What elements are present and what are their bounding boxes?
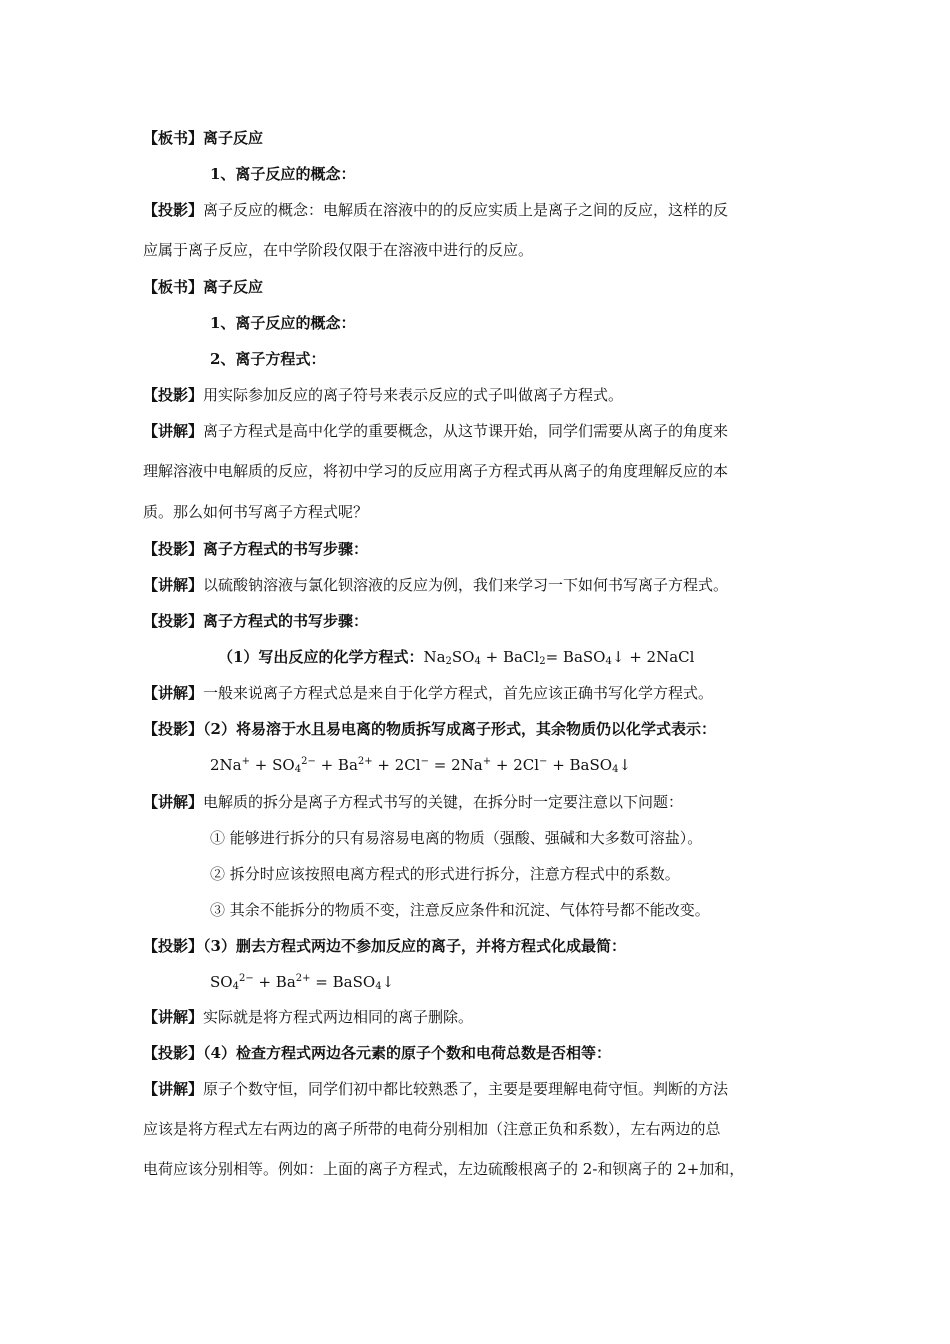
section-tag: 【板书】 bbox=[143, 129, 204, 147]
eq-subscript: 4 bbox=[612, 764, 619, 775]
line-text: （4）检查方程式两边各元素的原子个数和电荷总数是否相等： bbox=[203, 1044, 611, 1062]
line-text: 质。那么如何书写离子方程式呢？ bbox=[143, 503, 369, 521]
line-text: （3）删去方程式两边不参加反应的离子，并将方程式化成最简： bbox=[203, 937, 626, 955]
line-26 bbox=[143, 1119, 810, 1139]
line-11 bbox=[143, 502, 810, 522]
line-text: （2）将易溶于水且易电离的物质拆写成离子形式，其余物质仍以化学式表示： bbox=[203, 720, 716, 738]
line-text: 电荷应该分别相等。例如：上面的离子方程式，左边硫酸根离子的 2-和钡离子的 2+加和， bbox=[143, 1160, 745, 1178]
eq-term: Na bbox=[423, 648, 446, 666]
section-tag: 【投影】 bbox=[143, 1044, 204, 1062]
section-tag: 【投影】 bbox=[143, 720, 204, 738]
line-14 bbox=[143, 611, 810, 631]
equation-1 bbox=[423, 648, 694, 666]
line-text: 电解质的拆分是离子方程式书写的关键，在拆分时一定要注意以下问题： bbox=[203, 793, 684, 811]
line-text: 实际就是将方程式两边相同的离子删除。 bbox=[203, 1008, 474, 1026]
line-10 bbox=[143, 461, 810, 481]
line-text: 以硫酸钠溶液与氯化钡溶液的反应为例，我们来学习一下如何书写离子方程式。 bbox=[203, 576, 729, 594]
eq-term: + BaSO bbox=[547, 756, 613, 774]
section-tag: 【投影】 bbox=[143, 386, 204, 404]
line-text: （1）写出反应的化学方程式： bbox=[218, 648, 424, 666]
line-5 bbox=[143, 277, 810, 297]
eq-term: + SO bbox=[250, 756, 295, 774]
eq-superscript: 2− bbox=[301, 756, 316, 767]
line-9 bbox=[143, 421, 810, 441]
eq-term: = BaSO bbox=[310, 973, 376, 991]
section-tag: 【讲解】 bbox=[143, 1008, 204, 1026]
line-text: 应属于离子反应，在中学阶段仅限于在溶液中进行的反应。 bbox=[143, 241, 534, 259]
line-20 bbox=[210, 864, 810, 884]
line-1 bbox=[143, 128, 810, 148]
line-16 bbox=[143, 683, 810, 703]
section-tag: 【板书】 bbox=[143, 278, 204, 296]
eq-term: = BaSO bbox=[545, 648, 606, 666]
eq-term: + Ba bbox=[315, 756, 358, 774]
line-text: 用实际参加反应的离子符号来表示反应的式子叫做离子方程式。 bbox=[203, 386, 624, 404]
section-tag: 【讲解】 bbox=[143, 1080, 204, 1098]
line-24 bbox=[143, 1043, 810, 1063]
section-tag: 【讲解】 bbox=[143, 684, 204, 702]
line-6 bbox=[210, 313, 810, 333]
eq-superscript: − bbox=[539, 756, 548, 767]
eq-subscript: 4 bbox=[605, 656, 612, 667]
section-tag: 【讲解】 bbox=[143, 422, 204, 440]
section-tag: 【投影】 bbox=[143, 540, 204, 558]
line-27 bbox=[143, 1159, 810, 1179]
eq-superscript: − bbox=[420, 756, 429, 767]
eq-term: 2Na bbox=[210, 756, 242, 774]
section-tag: 【投影】 bbox=[143, 201, 204, 219]
eq-superscript: 2− bbox=[238, 973, 254, 984]
eq-subscript: 4 bbox=[294, 764, 302, 775]
eq-term: ↓ + 2NaCl bbox=[611, 648, 695, 666]
line-text: 应该是将方程式左右两边的离子所带的电荷分别相加（注意正负和系数），左右两边的总 bbox=[143, 1120, 721, 1138]
eq-term: + BaCl bbox=[480, 648, 540, 666]
line-text: 原子个数守恒，同学们初中都比较熟悉了，主要是要理解电荷守恒。判断的方法 bbox=[203, 1080, 729, 1098]
line-19 bbox=[210, 828, 810, 848]
line-text: 1、离子反应的概念： bbox=[210, 165, 356, 183]
line-4 bbox=[143, 240, 810, 260]
section-tag: 【投影】 bbox=[143, 937, 204, 955]
line-21 bbox=[210, 900, 810, 920]
line-18 bbox=[143, 792, 810, 812]
line-12 bbox=[143, 539, 810, 559]
line-text: 一般来说离子方程式总是来自于化学方程式，首先应该正确书写化学方程式。 bbox=[203, 684, 714, 702]
eq-term: + 2Cl bbox=[491, 756, 540, 774]
section-tag: 【讲解】 bbox=[143, 793, 204, 811]
equation-2 bbox=[210, 755, 810, 775]
line-8 bbox=[143, 385, 810, 405]
equation-3 bbox=[210, 972, 810, 992]
eq-superscript: 2+ bbox=[295, 973, 311, 984]
eq-superscript: + bbox=[241, 756, 251, 767]
eq-subscript: 2 bbox=[445, 656, 452, 667]
eq-term: = 2Na bbox=[428, 756, 483, 774]
section-tag: 【投影】 bbox=[143, 612, 204, 630]
eq-subscript: 4 bbox=[232, 981, 239, 992]
line-3 bbox=[143, 200, 810, 220]
line-text: ③ 其余不能拆分的物质不变，注意反应条件和沉淀、气体符号都不能改变。 bbox=[210, 901, 710, 919]
line-text: 理解溶液中电解质的反应，将初中学习的反应用离子方程式再从离子的角度理解反应的本 bbox=[143, 462, 729, 480]
eq-term: ↓ bbox=[618, 756, 632, 774]
line-text: 离子反应的概念：电解质在溶液中的的反应实质上是离子之间的反应，这样的反 bbox=[203, 201, 729, 219]
line-23 bbox=[143, 1007, 810, 1027]
eq-superscript: + bbox=[482, 756, 492, 767]
line-15 bbox=[218, 647, 810, 667]
eq-subscript: 4 bbox=[375, 981, 382, 992]
line-text: 离子方程式的书写步骤： bbox=[203, 612, 369, 630]
eq-superscript: 2+ bbox=[357, 756, 373, 767]
line-22 bbox=[143, 936, 810, 956]
line-text: 2、离子方程式： bbox=[210, 350, 326, 368]
line-text: 离子反应 bbox=[203, 278, 264, 296]
eq-subscript: 2 bbox=[539, 656, 546, 667]
section-tag: 【讲解】 bbox=[143, 576, 204, 594]
eq-term: SO bbox=[210, 973, 233, 991]
line-7 bbox=[210, 349, 810, 369]
line-17 bbox=[143, 719, 810, 739]
eq-term: + 2Cl bbox=[372, 756, 421, 774]
line-text: 离子反应 bbox=[203, 129, 264, 147]
line-25 bbox=[143, 1079, 810, 1099]
eq-term: + Ba bbox=[253, 973, 296, 991]
eq-term: ↓ bbox=[381, 973, 395, 991]
line-text: ① 能够进行拆分的只有易溶易电离的物质（强酸、强碱和大多数可溶盐）。 bbox=[210, 829, 703, 847]
line-text: 1、离子反应的概念： bbox=[210, 314, 356, 332]
eq-subscript: 4 bbox=[474, 656, 481, 667]
line-2 bbox=[210, 164, 810, 184]
eq-term: SO bbox=[451, 648, 475, 666]
line-text: 离子方程式的书写步骤： bbox=[203, 540, 369, 558]
line-text: 离子方程式是高中化学的重要概念，从这节课开始，同学们需要从离子的角度来 bbox=[203, 422, 729, 440]
line-13 bbox=[143, 575, 810, 595]
line-text: ② 拆分时应该按照电离方程式的形式进行拆分，注意方程式中的系数。 bbox=[210, 865, 680, 883]
